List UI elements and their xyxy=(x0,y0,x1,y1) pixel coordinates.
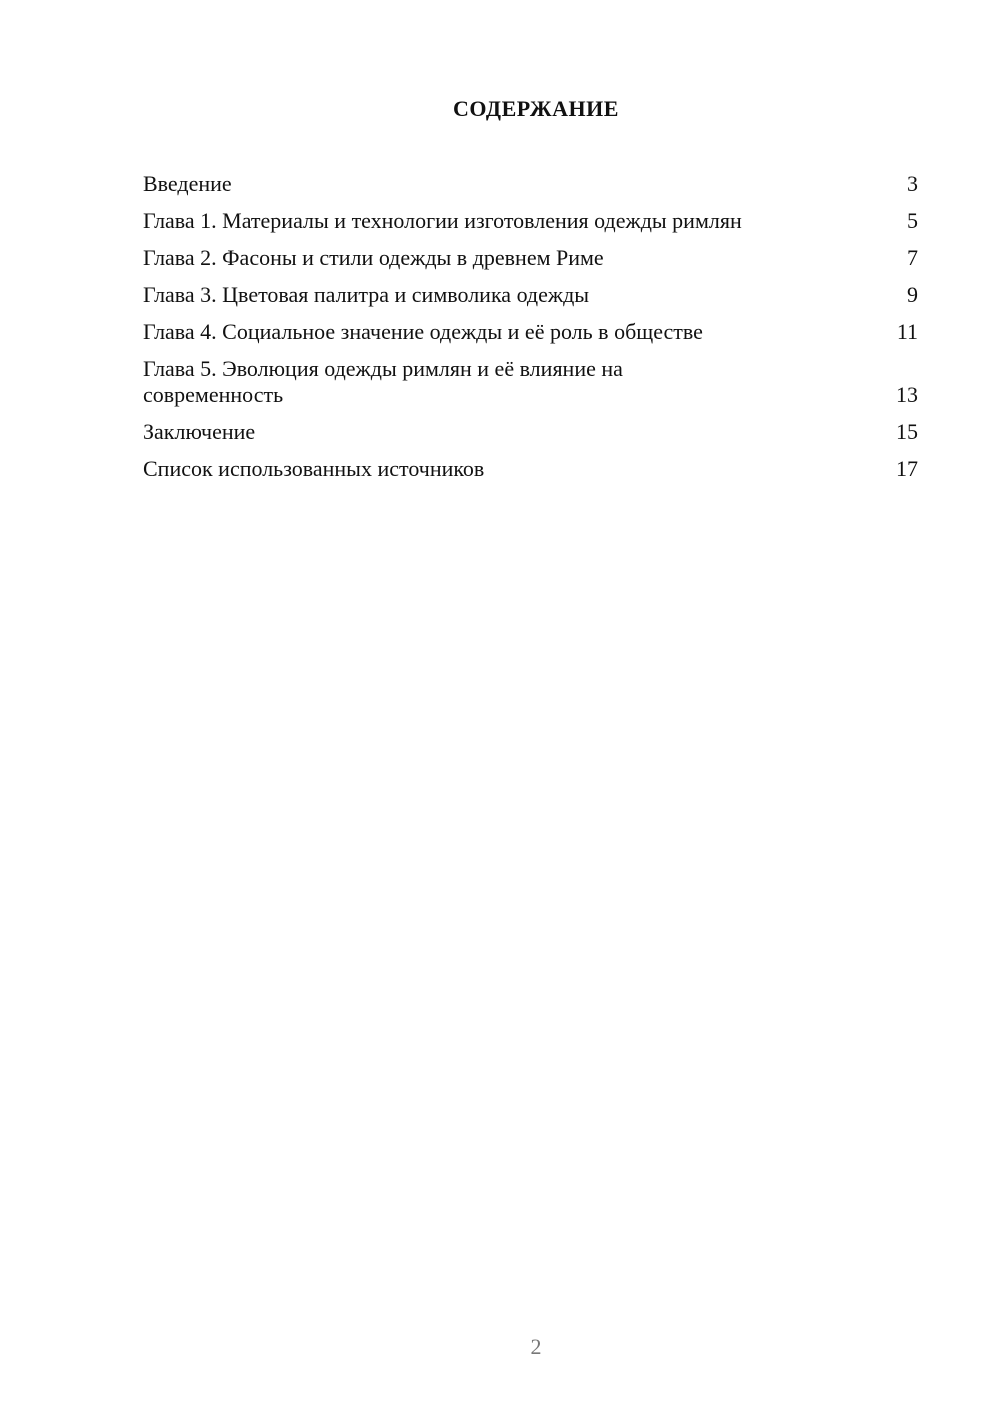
toc-entry-page: 9 xyxy=(907,282,918,307)
toc-entry-text: Глава 2. Фасоны и стили одежды в древнем Риме xyxy=(143,245,604,270)
page-number: 2 xyxy=(530,1334,542,1359)
toc-entry-page: 15 xyxy=(896,419,918,444)
toc-entry-page: 13 xyxy=(896,382,918,407)
toc-entry-page: 11 xyxy=(896,319,918,344)
toc-entry-page: 5 xyxy=(907,208,918,233)
toc-entry-conclusion[interactable] xyxy=(143,419,918,445)
table-of-contents xyxy=(143,171,918,493)
toc-entry-chapter-5[interactable] xyxy=(143,356,918,408)
toc-entry-text: Список использованных источников xyxy=(143,456,485,481)
toc-entry-text: Глава 3. Цветовая палитра и символика одежды xyxy=(143,282,590,307)
toc-entry-text: Глава 1. Материалы и технологии изготовления одежды римлян xyxy=(143,208,742,233)
toc-entry-page: 7 xyxy=(907,245,918,270)
toc-entry-page: 3 xyxy=(907,171,918,196)
toc-entry-chapter-2[interactable] xyxy=(143,245,918,271)
toc-entry-introduction[interactable] xyxy=(143,171,918,197)
toc-entry-chapter-4[interactable] xyxy=(143,319,918,345)
toc-entry-text: Заключение xyxy=(143,419,256,444)
toc-entry-page: 17 xyxy=(896,456,918,481)
toc-entry-text: Введение xyxy=(143,171,232,196)
toc-entry-text: Глава 4. Социальное значение одежды и её роль в обществе xyxy=(143,319,703,344)
toc-entry-chapter-3[interactable] xyxy=(143,282,918,308)
toc-entry-text: Глава 5. Эволюция одежды римлян и её влияние на современность xyxy=(143,356,623,407)
toc-entry-chapter-1[interactable] xyxy=(143,208,918,234)
toc-title: СОДЕРЖАНИЕ xyxy=(453,96,619,121)
toc-entry-references[interactable] xyxy=(143,456,918,482)
